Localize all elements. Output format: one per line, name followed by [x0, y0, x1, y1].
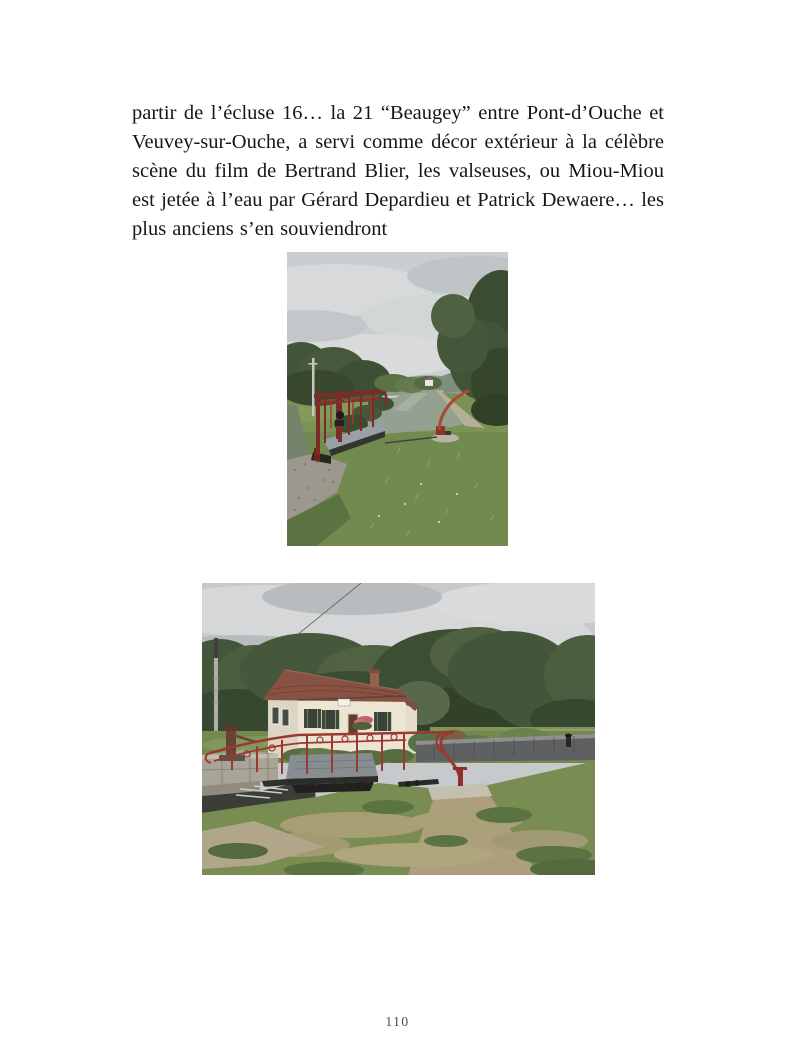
- photo-2-canvas: [202, 583, 595, 875]
- photo-1-canvas: [287, 252, 508, 546]
- pulley-wheel: [336, 411, 344, 419]
- gate-riser: [458, 769, 463, 786]
- body-paragraph: partir de l’écluse 16… la 21 “Beaugey” entre Pont-d’Ouche et Veuvey-sur-Ouche, a servi comme décor extérieur à la célèbre scène du film de Bertrand Blier, les valseuses, ou Miou-Miou est jetée à l’eau par Gérard Depardieu et Patrick Dewaere… les plus anciens s’en souviendront: [132, 102, 664, 240]
- towpath-bollard: [481, 405, 484, 413]
- house-sign: [338, 699, 350, 706]
- photo-canal-lock-footbridge: [287, 252, 508, 546]
- chimney: [370, 671, 379, 687]
- wall-bollard: [566, 736, 571, 747]
- page-number: 110: [385, 1014, 410, 1029]
- photo-lock-keepers-house: [202, 583, 595, 875]
